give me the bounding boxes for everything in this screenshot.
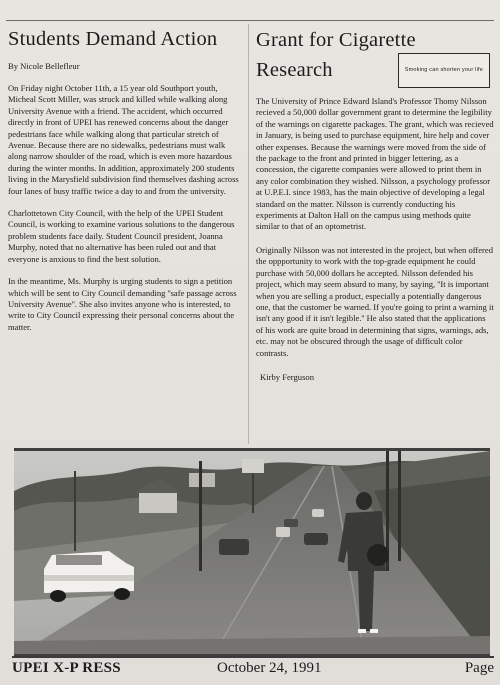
left-article <box>8 24 246 344</box>
column-divider <box>248 24 249 444</box>
publication-name: UPEI X-P RESS <box>12 660 121 676</box>
right-headline-line1: Grant for Cigarette <box>256 29 416 51</box>
left-byline: By Nicole Bellefleur <box>8 61 80 71</box>
right-signature: Kirby Ferguson <box>260 371 315 382</box>
top-rule <box>6 20 494 21</box>
road-photo <box>14 448 490 657</box>
right-headline-line2: Research <box>256 59 333 81</box>
right-paragraph-2: Originally Nilsson was not interested in the project, but when offered the oppportunity to work with the top-grade equipment he could purchase with 50,000 dollars he accepted. Nilsson defended his project, which may seem absurd to many, by saying, ''It is important when you are selling a product, especially a potentially dangerous one, that the customer be warned. If you're going to print a warning it isn't any good if it isn't legible.'' He also stated that the applications of his work are quite broad in determining that signs, warnings, ads, etc. may not be obscured through the usage of difficult color contrasts. <box>256 244 494 358</box>
left-paragraph-2: Charlottetown City Council, with the help of the UPEI Student Council, is working to examine various solutions to the dangerous problem students face daily. Student Council president, Joanna Murphy, noted that no alternative has been ruled out and that everyone is anxious to find the best solution. <box>8 208 235 264</box>
road-photo-illustration <box>14 451 490 654</box>
page-label: Page <box>464 660 494 676</box>
issue-date: October 24, 1991 <box>217 660 322 676</box>
right-headline <box>256 28 494 88</box>
right-paragraph-1: The University of Prince Edward Island's Professor Thomy Nilsson recieved a 50,000 dollar government grant to determine the legibility of the warnings on cigarette packages. The grant, which was recieved in January, is being used to purchase equipment, hire help and cover other expenses. Because the warnings were moved from the side of the package to the front and printed in bigger lettering, as a concession, the cigarette companies were allowed to print them in any color combination they wished. Nilsson, a psychology professor at U.P.E.I. since 1983, has the main objective of developing a legal standard on the matter. Nilsson is currently conducting his experiments at Dalton Hall on the campus using methods quite similar to that of an optometrist. <box>256 96 494 232</box>
left-paragraph-1: On Friday night October 11th, a 15 year old Southport youth, Micheal Scott Miller, was struck and killed while walking along University Avenue with a friend. The accident, which occurred directly in front of UPEI has renewed concerns about the danger pedestrians face while walking along that particular stretch of Avenue. Because there are no sidewalks, pedestrians must walk along narrow shoulder of the road, which is even more hazardous during the winter months. In addition, approximately 200 students living in the Marysfield subdivision find themselves dashing across four lanes of busy traffic twice a day to and from the university. <box>8 83 239 196</box>
warning-tag-box: Smoking can shorten your life <box>398 53 490 88</box>
left-headline: Students Demand Action <box>8 28 218 50</box>
left-paragraph-3: In the meantime, Ms. Murphy is urging students to sign a petition which will be sent to City Council demanding ''safe passage across University Avenue''. She also invites anyone who is interested, to write to City Council expressing their personal concerns about the matter. <box>8 276 237 332</box>
page-footer <box>12 656 494 680</box>
right-article <box>256 24 494 382</box>
right-headline-row2 <box>256 53 492 88</box>
